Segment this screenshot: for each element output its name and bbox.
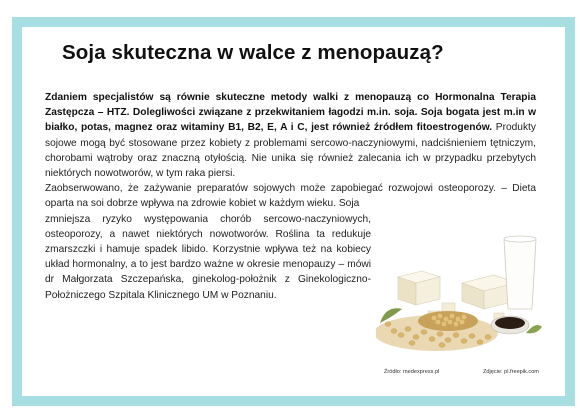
- source-caption: Źródło: medexpress.pl: [384, 369, 440, 375]
- soy-products-photo: [376, 225, 544, 355]
- intro-bold-text: Zdaniem specjalistów są równie skuteczne metody walki z menopauzą co Hormonalna Terapia Zastępcza – HTZ. Dolegliwości związane z przekwitaniem łagodzi m.in. soja. Soja bogata jest m.in w białko, potas, magnez oraz witaminy B1, B2, E, A i C, jest również źródłem fitoestrogenów.: [45, 92, 536, 134]
- article-title: Soja skuteczna w walce z menopauzą?: [62, 41, 444, 64]
- paragraph-quote: zmniejsza ryzyko występowania chorób sercowo-naczyniowych, osteoporozy, a nawet niektórych nowotworów. Roślina ta redukuje zmarszczki i hamuje spadek libido. Korzystnie wpływa też na kobiecy układ hormonalny, a to jest bardzo ważne w okresie menopauzy – mówi dr Małgorzata Szczepańska, ginekolog-położnik z Ginekologiczno-Położniczego Szpitala Klinicznego UM w Poznaniu.: [45, 213, 371, 301]
- paragraph-osteoporosis: Zaobserwowano, że zażywanie preparatów sojowych może zapobiegać rozwojowi osteoporozy. – Dieta oparta na soi dobrze wpływa na zdrowie kobiet w każdym wieku. Soja: [45, 183, 536, 210]
- paragraph-intro: [45, 90, 536, 181]
- intro-normal-text: Produkty sojowe mogą być stosowane przez kobiety z problemami sercowo-naczyniowymi, nadciśnieniem tętniczym, chorobami wątroby oraz znaczną otyłością. Nie unika się również zalecania ich w przypadku przebytych niektórych nowotworów, w tym raka piersi.: [45, 122, 536, 180]
- page-frame: [12, 17, 575, 406]
- photo-credit-caption: Zdjęcie: pl.freepik.com: [483, 369, 539, 375]
